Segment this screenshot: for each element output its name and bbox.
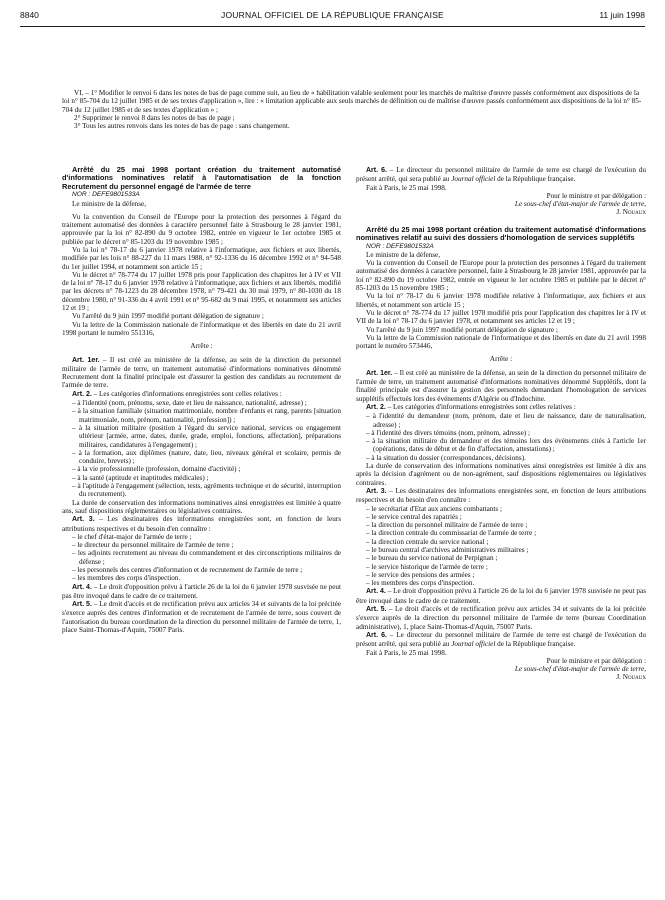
- visa-paragraph: Vu la loi n° 78-17 du 6 janvier 1978 relative à l'informatique, aux fichiers et aux libertés, modifiée par les lois n° 88-227 du 11 mars 1988, n° 92-1336 du 16 décembre 1992 et n° 94-548 du 1er juillet 1994, et notamment son article 15 ;: [62, 246, 341, 271]
- visa-paragraph: Vu la convention du Conseil de l'Europe pour la protection des personnes à l'égard du traitement automatisé des données à caractère personnel, faite à Strasbourg le 28 janvier 1981, approuvée par la loi n° 82-890 du 19 octobre 1982, entrée en vigueur le 1er octobre 1985 et publiée par le décret n° 85-1203 du 15 novembre 1985 ;: [356, 259, 646, 293]
- list-item: – le directeur du personnel militaire de l'armée de terre ;: [72, 541, 234, 550]
- paragraph: 2° Supprimer le renvoi 8 dans les notes de bas de page ;: [74, 113, 235, 122]
- list-item: – à la formation, aux diplômes (nature, date, lieu, niveaux général et scolaire, permis de conduire, brevets) ;: [72, 448, 341, 466]
- list-item: – le bureau central d'archives administratives militaires ;: [366, 545, 529, 554]
- visa-paragraph: Vu l'arrêté du 9 juin 1997 modifié portant délégation de signature ;: [72, 312, 264, 321]
- article-1: Art. 1er. – Il est créé au ministère de la défense, au sein de la direction du personnel militaire de l'armée de terre, un traitement automatisé d'informations nominatives dénommé Recrutement dont la finalité principale est d'assurer la gestion des candidats au recrutement de l'armée de terre.: [62, 355, 341, 390]
- list-item: – le secrétariat d'Etat aux anciens combattants ;: [366, 504, 503, 513]
- issue-date: 11 juin 1998: [599, 10, 645, 20]
- article-6: Art. 6. – Le directeur du personnel militaire de l'armée de terre est chargé de l'exécution du présent arrêté, qui sera publié au Journal officiel de la République française.: [356, 166, 646, 184]
- list-item: – le service historique de l'armée de terre ;: [366, 562, 488, 571]
- article-label: Art. 1er.: [72, 356, 100, 364]
- visa-paragraph: Vu la lettre de la Commission nationale de l'informatique et des libertés en date du 21 avril 1998 portant le numéro 551316,: [62, 320, 341, 337]
- article-2: Art. 2. – Les catégories d'informations enregistrées sont celles relatives :: [72, 389, 282, 398]
- top-section: [62, 89, 645, 130]
- list-item: – les membres des corps d'inspection.: [72, 574, 181, 583]
- list-item: – à la situation du dossier (correspondances, décisions).: [366, 453, 526, 462]
- visa-paragraph: Vu le décret n° 78-774 du 17 juillet 1978 pris pour l'application des chapitres Ier à IV et VII de la loi n° 78-17 du 6 janvier 1978 relative à l'informatique, aux fichiers et aux libertés, modifié par les décrets n° 78-1223 du 28 décembre 1978, n° 79-421 du 30 mai 1979, n° 80-1030 du 18 décembre 1980, n° 91-336 du 4 avril 1991 et n° 95-682 du 9 mai 1995, et notamment ses articles 12 et 19 ;: [62, 270, 341, 313]
- list-item: – à l'identité du demandeur (nom, prénom, date et lieu de naissance, date de naturalisation, adresse) ;: [366, 412, 646, 429]
- article-2-list: [62, 399, 341, 499]
- article-label: Art. 5.: [72, 601, 92, 609]
- list-item: – à l'aptitude à l'engagement (sélection, tests, agréments technique et de sécurité, interruption du recrutement).: [72, 482, 341, 499]
- visa-paragraph: Vu la loi n° 78-17 du 6 janvier 1978 modifiée relative à l'informatique, aux fichiers et aux libertés, et notamment son article 15 ;: [356, 292, 646, 309]
- visa-paragraph: Vu le décret n° 78-774 du 17 juillet 1978 modifié pris pour l'application des chapitres Ier à IV et VII de la loi n° 78-17 du 6 janvier 1978, et notamment ses articles 12 et 19 ;: [356, 308, 646, 326]
- article-label: Art. 4.: [72, 583, 92, 591]
- article-4: Art. 4. – Le droit d'opposition prévu à l'article 26 de la loi du 6 janvier 1978 susvisée ne peut pas être invoqué dans le cadre de ce traitement.: [356, 587, 646, 605]
- arrete-heading: Arrête :: [489, 355, 513, 364]
- article-3: Art. 3. – Les destinataires des informations enregistrées sont, en fonction de leurs attributions respectives et du besoin d'en connaître :: [62, 515, 341, 533]
- right-column: [356, 166, 646, 682]
- page-number: 8840: [20, 10, 39, 20]
- decree-title: Arrêté du 25 mai 1998 portant création du traitement automatisé d'informations nominatives relatif à l'automatisation de la fonction Recrutement du personnel engagé de l'armée de terre: [62, 165, 341, 191]
- list-item: – le chef d'état-major de l'armée de terre ;: [72, 532, 192, 541]
- visa-paragraph: Vu la lettre de la Commission nationale de l'informatique et des libertés en date du 21 avril 1998 portant le numéro 573446,: [356, 333, 646, 351]
- list-item: – à l'identité (nom, prénoms, sexe, date et lieu de naissance, nationalité, adresse) ;: [72, 399, 307, 408]
- article-label: Art. 6.: [366, 631, 387, 639]
- article-2-list: [356, 412, 646, 462]
- signer-role: Le sous-chef d'état-major de l'armée de terre,: [514, 200, 646, 209]
- list-item: – les membres des corps d'inspection.: [366, 579, 475, 588]
- article-label: Art. 1er.: [366, 369, 393, 377]
- article-label: Art. 3.: [366, 487, 387, 495]
- header-rule: [20, 26, 645, 27]
- list-item: – à la situation militaire du demandeur et des témoins lors des événements cités à l'article 1er (opérations, dates de début et de fin d'affectation, attestations) ;: [366, 437, 646, 454]
- article-5: Art. 5. – Le droit d'accès et de rectification prévu aux articles 34 et suivants de la loi précitée s'exerce auprès des centres d'information et de recrutement de l'armée de terre, sous couvert de l'autorisation du bureau coordination de la direction du personnel militaire de l'armée de terre, 1, place Saint-Thomas-d'Aquin, 75007 Paris.: [62, 600, 341, 635]
- list-item: – à l'identité des divers témoins (nom, prénom, adresse) ;: [366, 428, 530, 437]
- article-label: Art. 4.: [366, 588, 386, 596]
- article-6: Art. 6. – Le directeur du personnel militaire de l'armée de terre est chargé de l'exécution du présent arrêté, qui sera publié au Journal officiel de la République française.: [356, 630, 646, 649]
- list-item: – à la situation familiale (situation matrimoniale, nombre d'enfants et rang, parents [situation matrimoniale, nom, prénom, nationalité, profession]) ;: [72, 407, 341, 424]
- list-item: – les personnels des centres d'information et de recrutement de l'armée de terre ;: [72, 565, 303, 574]
- delegation-line: Pour le ministre et par délégation :: [546, 191, 646, 200]
- list-item: – la direction centrale du commissariat de l'armée de terre ;: [366, 529, 537, 538]
- list-item: – à la situation militaire (position à l'égard du service national, services ou engagement ultérieur [armée, arme, dates, durée, grade, emploi, fonctions, affectation], préparations militaires, candidatures à l'engagement) ;: [72, 423, 341, 449]
- list-item: – les adjoints recrutement au niveau du commandement et des circonscriptions militaires de défense ;: [72, 549, 341, 566]
- article-label: Art. 5.: [366, 606, 387, 614]
- article-3-list: [356, 505, 646, 588]
- decree-title: Arrêté du 25 mai 1998 portant création du traitement automatisé d'informations nominatives relatif au suivi des dossiers d'homologation de services supplétifs: [356, 224, 646, 243]
- list-item: – à la santé (aptitude et inaptitudes médicales) ;: [72, 473, 209, 482]
- fait-line: Fait à Paris, le 25 mai 1998.: [366, 183, 447, 192]
- list-item: – à la vie professionnelle (profession, domaine d'activité) ;: [72, 465, 241, 474]
- delegation-line: Pour le ministre et par délégation :: [546, 656, 646, 665]
- minister-line: Le ministre de la défense,: [366, 250, 441, 259]
- article-4: Art. 4. – Le droit d'opposition prévu à l'article 26 de la loi du 6 janvier 1978 susvisée ne peut pas être invoqué dans le cadre de ce traitement.: [62, 582, 342, 600]
- visa-paragraph: Vu l'arrêté du 9 juin 1997 modifié portant délégation de signature ;: [366, 325, 558, 334]
- nor-reference: NOR : DEFE9801533A: [72, 191, 140, 199]
- paragraph: VI. – 1° Modifier le renvoi 6 dans les notes de bas de page comme suit, au lieu de « habilitation valable seulement pour les marchés de maîtrise d'œuvre passés conformément aux dispositions de la loi n° 85-704 du 12 juillet 1985 et de ses textes d'application », lire : « limitation applicable aux seuls marchés de définition ou de maîtrise d'œuvre passés conformément aux dispositions de la loi n° 85-704 du 12 juillet 1985 et de ses textes d'application » ;: [62, 89, 642, 114]
- signer-role: Le sous-chef d'état-major de l'armée de terre,: [514, 665, 646, 674]
- retention-paragraph: La durée de conservation des informations nominatives ainsi enregistrées est limitée à dix ans après la décision d'agrément ou de non-agrément, sauf dispositions réglementaires ou législatives contraires.: [356, 462, 646, 487]
- visa-paragraph: Vu la convention du Conseil de l'Europe pour la protection des personnes à l'égard du traitement automatisé des données à caractère personnel faite à Strasbourg le 28 janvier 1981, approuvée par la loi n° 82-890 du 9 octobre 1982, entrée en vigueur le 1er octobre 1985 et publiée par le décret n° 85-1203 du 19 novembre 1985 ;: [62, 212, 341, 246]
- left-column: [62, 166, 341, 634]
- article-2: Art. 2. – Les catégories d'informations enregistrées sont celles relatives :: [366, 402, 576, 411]
- journal-title: JOURNAL OFFICIEL DE LA RÉPUBLIQUE FRANÇAISE: [221, 10, 444, 20]
- article-5: Art. 5. – Le droit d'accès et de rectification prévu aux articles 34 et suivants de la loi précitée s'exerce auprès de la direction du personnel militaire de l'armée de terre (bureau Coordination administrative), 1, place Saint-Thomas-d'Aquin, 75007 Paris.: [356, 605, 646, 631]
- article-label: Art. 2.: [72, 390, 92, 398]
- list-item: – la direction centrale du service national ;: [366, 537, 489, 546]
- article-1: Art. 1er. – Il est créé au ministère de la défense, au sein de la direction du personnel militaire de l'armée de terre, un traitement automatisé d'informations nominatives dénommé Supplétifs, dont la finalité principale est d'assurer la gestion des personnels demandant l'homologation de services supplétifs effectués lors des événements d'Algérie ou d'Indochine.: [356, 368, 646, 403]
- signer-name: J. Nouaux: [616, 673, 646, 682]
- article-3-list: [62, 533, 341, 583]
- signer-name: J. Nouaux: [616, 208, 646, 217]
- paragraph: 3° Tous les autres renvois dans les notes de bas de page : sans changement.: [74, 122, 290, 131]
- list-item: – le bureau du service national de Perpignan ;: [366, 554, 498, 563]
- article-label: Art. 6.: [366, 167, 387, 174]
- list-item: – la direction du personnel militaire de l'armée de terre ;: [366, 521, 528, 530]
- list-item: – le service des pensions des armées ;: [366, 570, 475, 579]
- fait-line: Fait à Paris, le 25 mai 1998.: [366, 648, 447, 657]
- list-item: – le service central des rapatriés ;: [366, 512, 462, 521]
- minister-line: Le ministre de la défense,: [72, 199, 147, 208]
- article-label: Art. 3.: [72, 516, 95, 524]
- article-label: Art. 2.: [366, 403, 386, 411]
- nor-reference: NOR : DEFE9801532A: [366, 242, 434, 250]
- retention-paragraph: La durée de conservation des informations nominatives ainsi enregistrées est limitée à quatre ans, sauf dispositions réglementaires ou législatives contraires.: [62, 498, 341, 515]
- article-3: Art. 3. – Les destinataires des informations enregistrées sont, en fonction de leurs attributions respectives et du besoin d'en connaître :: [356, 486, 647, 505]
- arrete-heading: Arrête :: [190, 342, 213, 351]
